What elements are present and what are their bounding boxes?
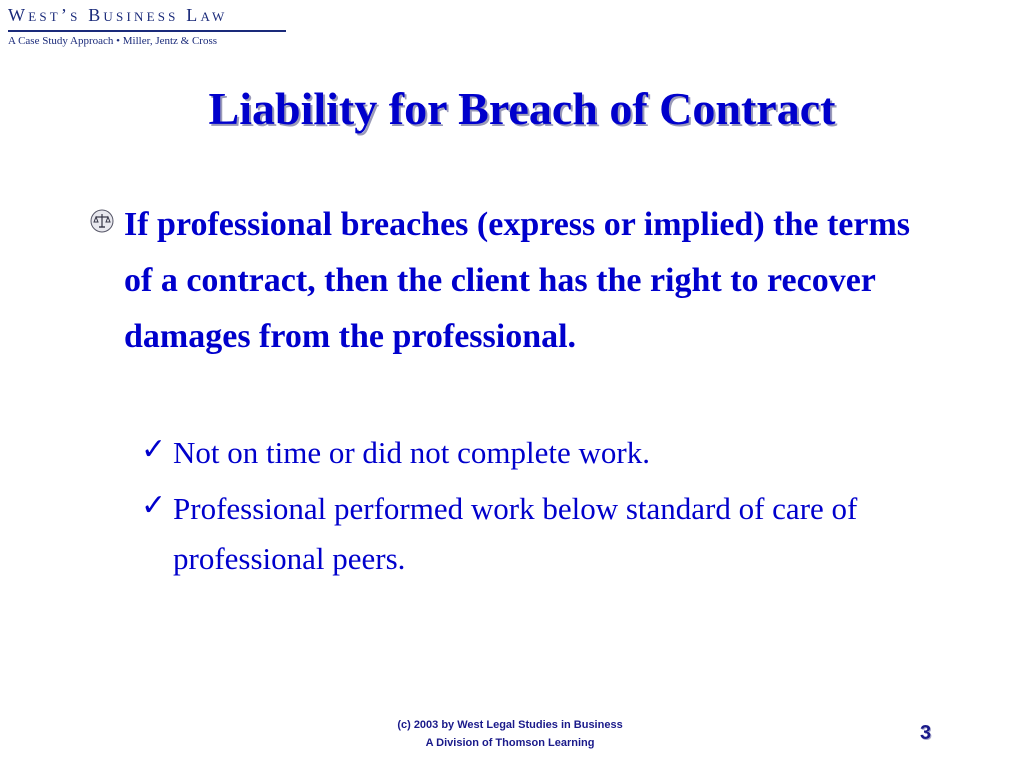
page-number: 3 xyxy=(920,722,932,744)
publisher-logo xyxy=(8,4,298,47)
footer-line-2: A Division of Thomson Learning xyxy=(425,737,595,749)
logo-subtitle: A Case Study Approach • Miller, Jentz & Cross xyxy=(8,35,218,47)
check-icon: ✓ xyxy=(141,433,167,466)
scales-icon xyxy=(90,209,114,233)
check-icon: ✓ xyxy=(141,489,167,522)
logo-title: West’s Business Law xyxy=(8,5,228,25)
sub-bullet-text: Professional performed work below standard of care of professional peers. xyxy=(173,491,858,576)
sub-bullet-item xyxy=(141,484,961,584)
footer-copyright xyxy=(330,716,690,752)
sub-bullet-item xyxy=(141,428,961,478)
main-bullet-text: If professional breaches (express or implied) the terms of a contract, then the client has the right to recover damages from the professional. xyxy=(124,206,911,355)
sub-bullet-text: Not on time or did not complete work. xyxy=(173,435,650,470)
slide-title: Liability for Breach of Contract xyxy=(208,83,836,134)
sub-bullet-list xyxy=(141,428,961,590)
footer-line-1: (c) 2003 by West Legal Studies in Business xyxy=(397,719,623,731)
logo-divider xyxy=(8,30,286,32)
